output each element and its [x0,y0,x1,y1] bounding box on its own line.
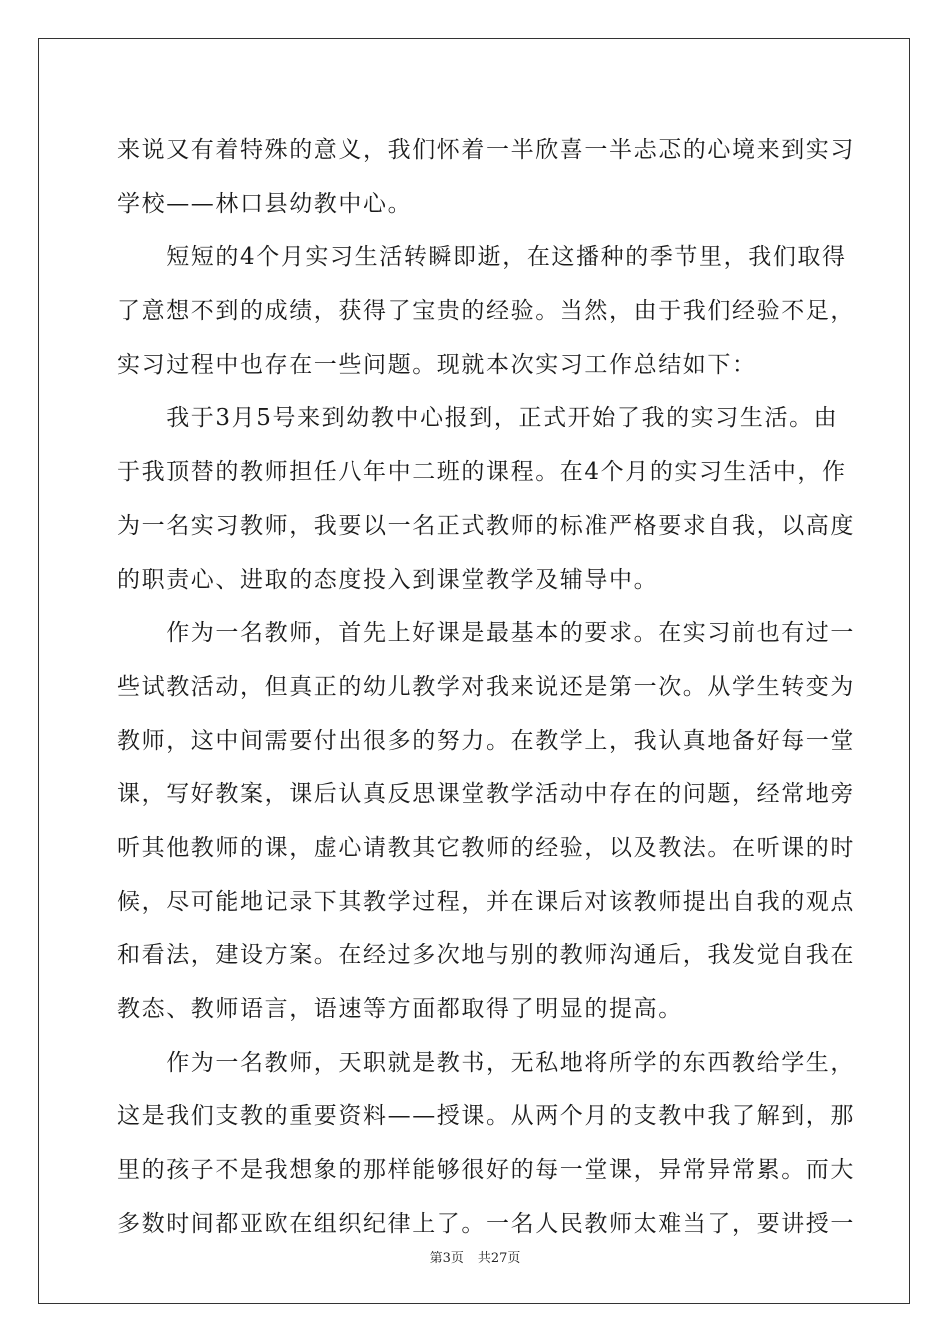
text-line: 听其他教师的课，虚心请教其它教师的经验，以及教法。在听课的时 [117,834,855,861]
text-line: 的职责心、进取的态度投入到课堂教学及辅导中。 [117,566,659,593]
text-line: 学校——林口县幼教中心。 [117,190,413,217]
text-line: 作为一名教师，天职就是教书，无私地将所学的东西教给学生， [117,1049,855,1076]
page-total: 共27页 [477,1251,521,1266]
text-line: 为一名实习教师，我要以一名正式教师的标准严格要求自我，以高度 [117,512,855,539]
text-line: 些试教活动，但真正的幼儿教学对我来说还是第一次。从学生转变为 [117,673,855,700]
text-line: 了意想不到的成绩，获得了宝贵的经验。当然，由于我们经验不足， [117,298,855,325]
text-line: 教师，这中间需要付出很多的努力。在教学上，我认真地备好每一堂 [117,727,855,754]
text-line: 这是我们支教的重要资料——授课。从两个月的支教中我了解到，那 [117,1103,855,1130]
text-line: 来说又有着特殊的意义，我们怀着一半欣喜一半忐忑的心境来到实习 [117,137,855,163]
text-line: 短短的4个月实习生活转瞬即逝，在这播种的季节里，我们取得 [117,244,847,271]
text-line: 教态、教师语言，语速等方面都取得了明显的提高。 [117,996,683,1022]
text-line: 我于3月5号来到幼教中心报到，正式开始了我的实习生活。由 [117,405,839,432]
text-line: 课，写好教案，课后认真反思课堂教学活动中存在的问题，经常地旁 [117,781,855,808]
text-line: 作为一名教师，首先上好课是最基本的要求。在实习前也有过一 [117,620,855,647]
text-line: 多数时间都亚欧在组织纪律上了。一名人民教师太难当了，要讲授一 [117,1210,855,1237]
page-number: 第3页 [429,1251,464,1266]
text-line: 里的孩子不是我想象的那样能够很好的每一堂课，异常异常累。而大 [117,1157,855,1184]
text-line: 候，尽可能地记录下其教学过程，并在课后对该教师提出自我的观点 [117,888,855,915]
text-line: 实习过程中也存在一些问题。现就本次实习工作总结如下： [117,351,757,378]
page-footer [0,1247,950,1266]
text-line: 和看法，建设方案。在经过多次地与别的教师沟通后，我发觉自我在 [117,942,855,969]
document-body [117,124,855,1251]
text-line: 于我顶替的教师担任八年中二班的课程。在4个月的实习生活中，作 [117,459,847,486]
